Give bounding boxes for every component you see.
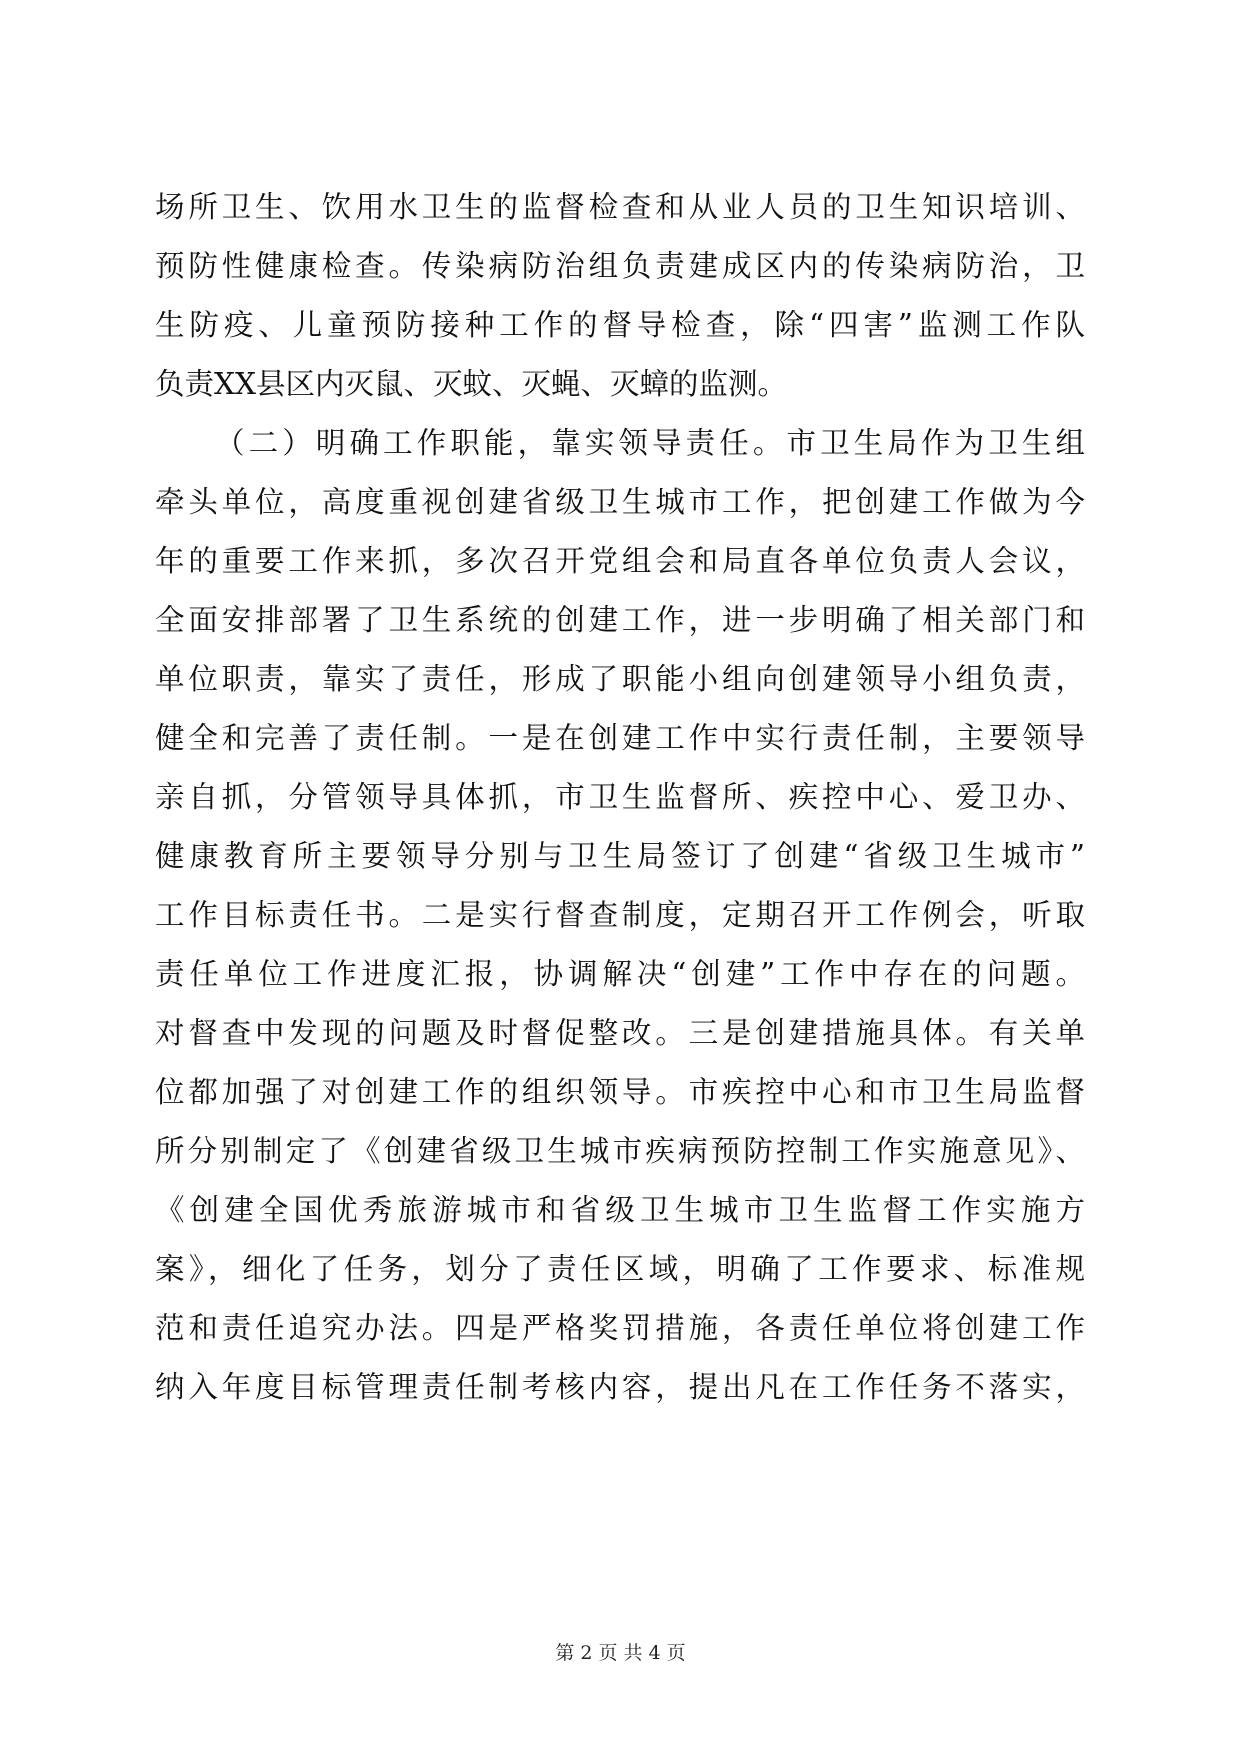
- text-line: 亲自抓，分管领导具体抓，市卫生监督所、疾控中心、爱卫办、: [155, 780, 1085, 814]
- text-line: 生防疫、儿童预防接种工作的督导检查，除“四害”监测工作队: [155, 308, 1085, 342]
- text-line: （二）明确工作职能，靠实领导责任。市卫生局作为卫生组: [215, 426, 1085, 460]
- text-line: 对督查中发现的问题及时督促整改。三是创建措施具体。有关单: [155, 1016, 1085, 1050]
- text-line: 健全和完善了责任制。一是在创建工作中实行责任制，主要领导: [155, 721, 1085, 755]
- text-line: 单位职责，靠实了责任，形成了职能小组向创建领导小组负责，: [155, 662, 1085, 696]
- text-line: 范和责任追究办法。四是严格奖罚措施，各责任单位将创建工作: [155, 1311, 1085, 1345]
- text-line: 年的重要工作来抓，多次召开党组会和局直各单位负责人会议，: [155, 544, 1085, 578]
- text-line: 负责XX县区内灭鼠、灭蚊、灭蝇、灭蟑的监测。: [155, 367, 788, 401]
- text-line: 所分别制定了《创建省级卫生城市疾病预防控制工作实施意见》、: [155, 1134, 1085, 1168]
- text-line: 案》，细化了任务，划分了责任区域，明确了工作要求、标准规: [155, 1252, 1085, 1286]
- text-line: 全面安排部署了卫生系统的创建工作，进一步明确了相关部门和: [155, 603, 1085, 637]
- page-number-footer: 第 2 页 共 4 页: [555, 1642, 686, 1664]
- text-line: 牵头单位，高度重视创建省级卫生城市工作，把创建工作做为今: [155, 485, 1085, 519]
- text-line: 责任单位工作进度汇报，协调解决“创建”工作中存在的问题。: [155, 957, 1085, 991]
- text-line: 预防性健康检查。传染病防治组负责建成区内的传染病防治，卫: [155, 249, 1085, 283]
- paragraph-1: [155, 178, 1085, 414]
- paragraph-2: [155, 414, 1085, 1417]
- text-line: 健康教育所主要领导分别与卫生局签订了创建“省级卫生城市”: [155, 839, 1085, 873]
- text-line: 纳入年度目标管理责任制考核内容，提出凡在工作任务不落实，: [155, 1370, 1085, 1404]
- text-line: 《创建全国优秀旅游城市和省级卫生城市卫生监督工作实施方: [155, 1193, 1085, 1227]
- text-line: 工作目标责任书。二是实行督查制度，定期召开工作例会，听取: [155, 898, 1085, 932]
- body-text: [155, 178, 1085, 1417]
- text-line: 位都加强了对创建工作的组织领导。市疾控中心和市卫生局监督: [155, 1075, 1085, 1109]
- text-line: 场所卫生、饮用水卫生的监督检查和从业人员的卫生知识培训、: [155, 190, 1085, 224]
